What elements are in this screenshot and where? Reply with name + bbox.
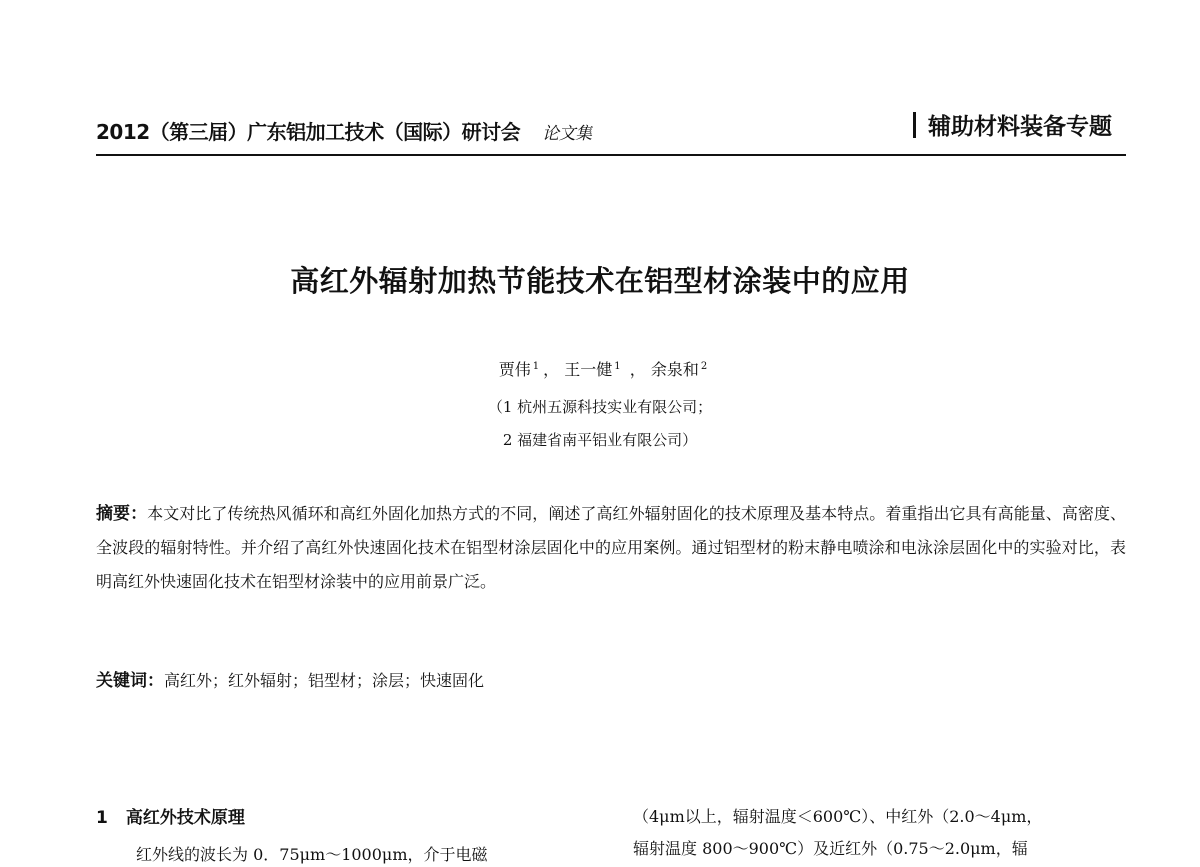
abstract-label: 摘要： bbox=[96, 504, 148, 524]
running-header bbox=[96, 104, 1126, 156]
abstract-text: 本文对比了传统热风循环和高红外固化加热方式的不同，阐述了高红外辐射固化的技术原理及基本特点。着重指出它具有高能量、高密度、全波段的辐射特性。并介绍了高红外快速固化技术在铝型材涂层固化中的应用案例。通过铝型材的粉末静电喷涂和电泳涂层固化中的实验对比，表明高红外快速固化技术在铝型材涂装中的应用前景广泛。 bbox=[96, 504, 1127, 591]
body-column-left bbox=[96, 803, 596, 865]
section-name: 辅助材料装备专题 bbox=[928, 114, 1112, 140]
section-heading bbox=[96, 803, 596, 828]
body-paragraph-line: （4μm以上，辐射温度＜600℃）、中红外（2.0～4μm， bbox=[633, 807, 1043, 826]
header-section bbox=[913, 108, 1112, 141]
author-name: 贾伟 bbox=[498, 360, 531, 379]
header-conference bbox=[96, 116, 592, 145]
keywords-label: 关键词： bbox=[96, 671, 164, 691]
paper-title: 高红外辐射加热节能技术在铝型材涂装中的应用 bbox=[290, 264, 910, 298]
section-number: 1 bbox=[96, 808, 108, 828]
section-title: 高红外技术原理 bbox=[125, 808, 245, 828]
affiliation-line: 2 福建省南平铝业有限公司） bbox=[502, 431, 698, 449]
author-affiliation-mark: 2 bbox=[700, 360, 708, 372]
body-paragraph-line: 辐射温度 800～900℃）及近红外（0.75～2.0μm，辐 bbox=[633, 839, 1028, 858]
author-name: 王一健 bbox=[564, 360, 613, 379]
author-name: 余泉和 bbox=[650, 360, 699, 379]
body-paragraph-line: 红外线的波长为 0．75μm～1000μm，介于电磁 bbox=[136, 845, 488, 864]
author-line: 贾伟 $^1$ ， 王一健 $^1$ ， 余泉和 $^2$ bbox=[498, 360, 708, 379]
conference-name: 2012（第三届）广东铝加工技术（国际）研讨会 bbox=[96, 120, 521, 144]
affiliation-line: （1 杭州五源科技实业有限公司； bbox=[487, 398, 713, 416]
abstract-block bbox=[96, 497, 1126, 599]
author-affiliation-mark: 1 bbox=[532, 360, 540, 372]
author-affiliation-mark: 1 bbox=[614, 360, 621, 372]
keywords-block bbox=[96, 666, 1126, 691]
section-divider-bar bbox=[913, 112, 916, 138]
body-column-right bbox=[633, 803, 1133, 867]
keywords-text: 高红外；红外辐射；铝型材；涂层；快速固化 bbox=[164, 671, 485, 690]
collection-label: 论文集 bbox=[542, 124, 592, 144]
